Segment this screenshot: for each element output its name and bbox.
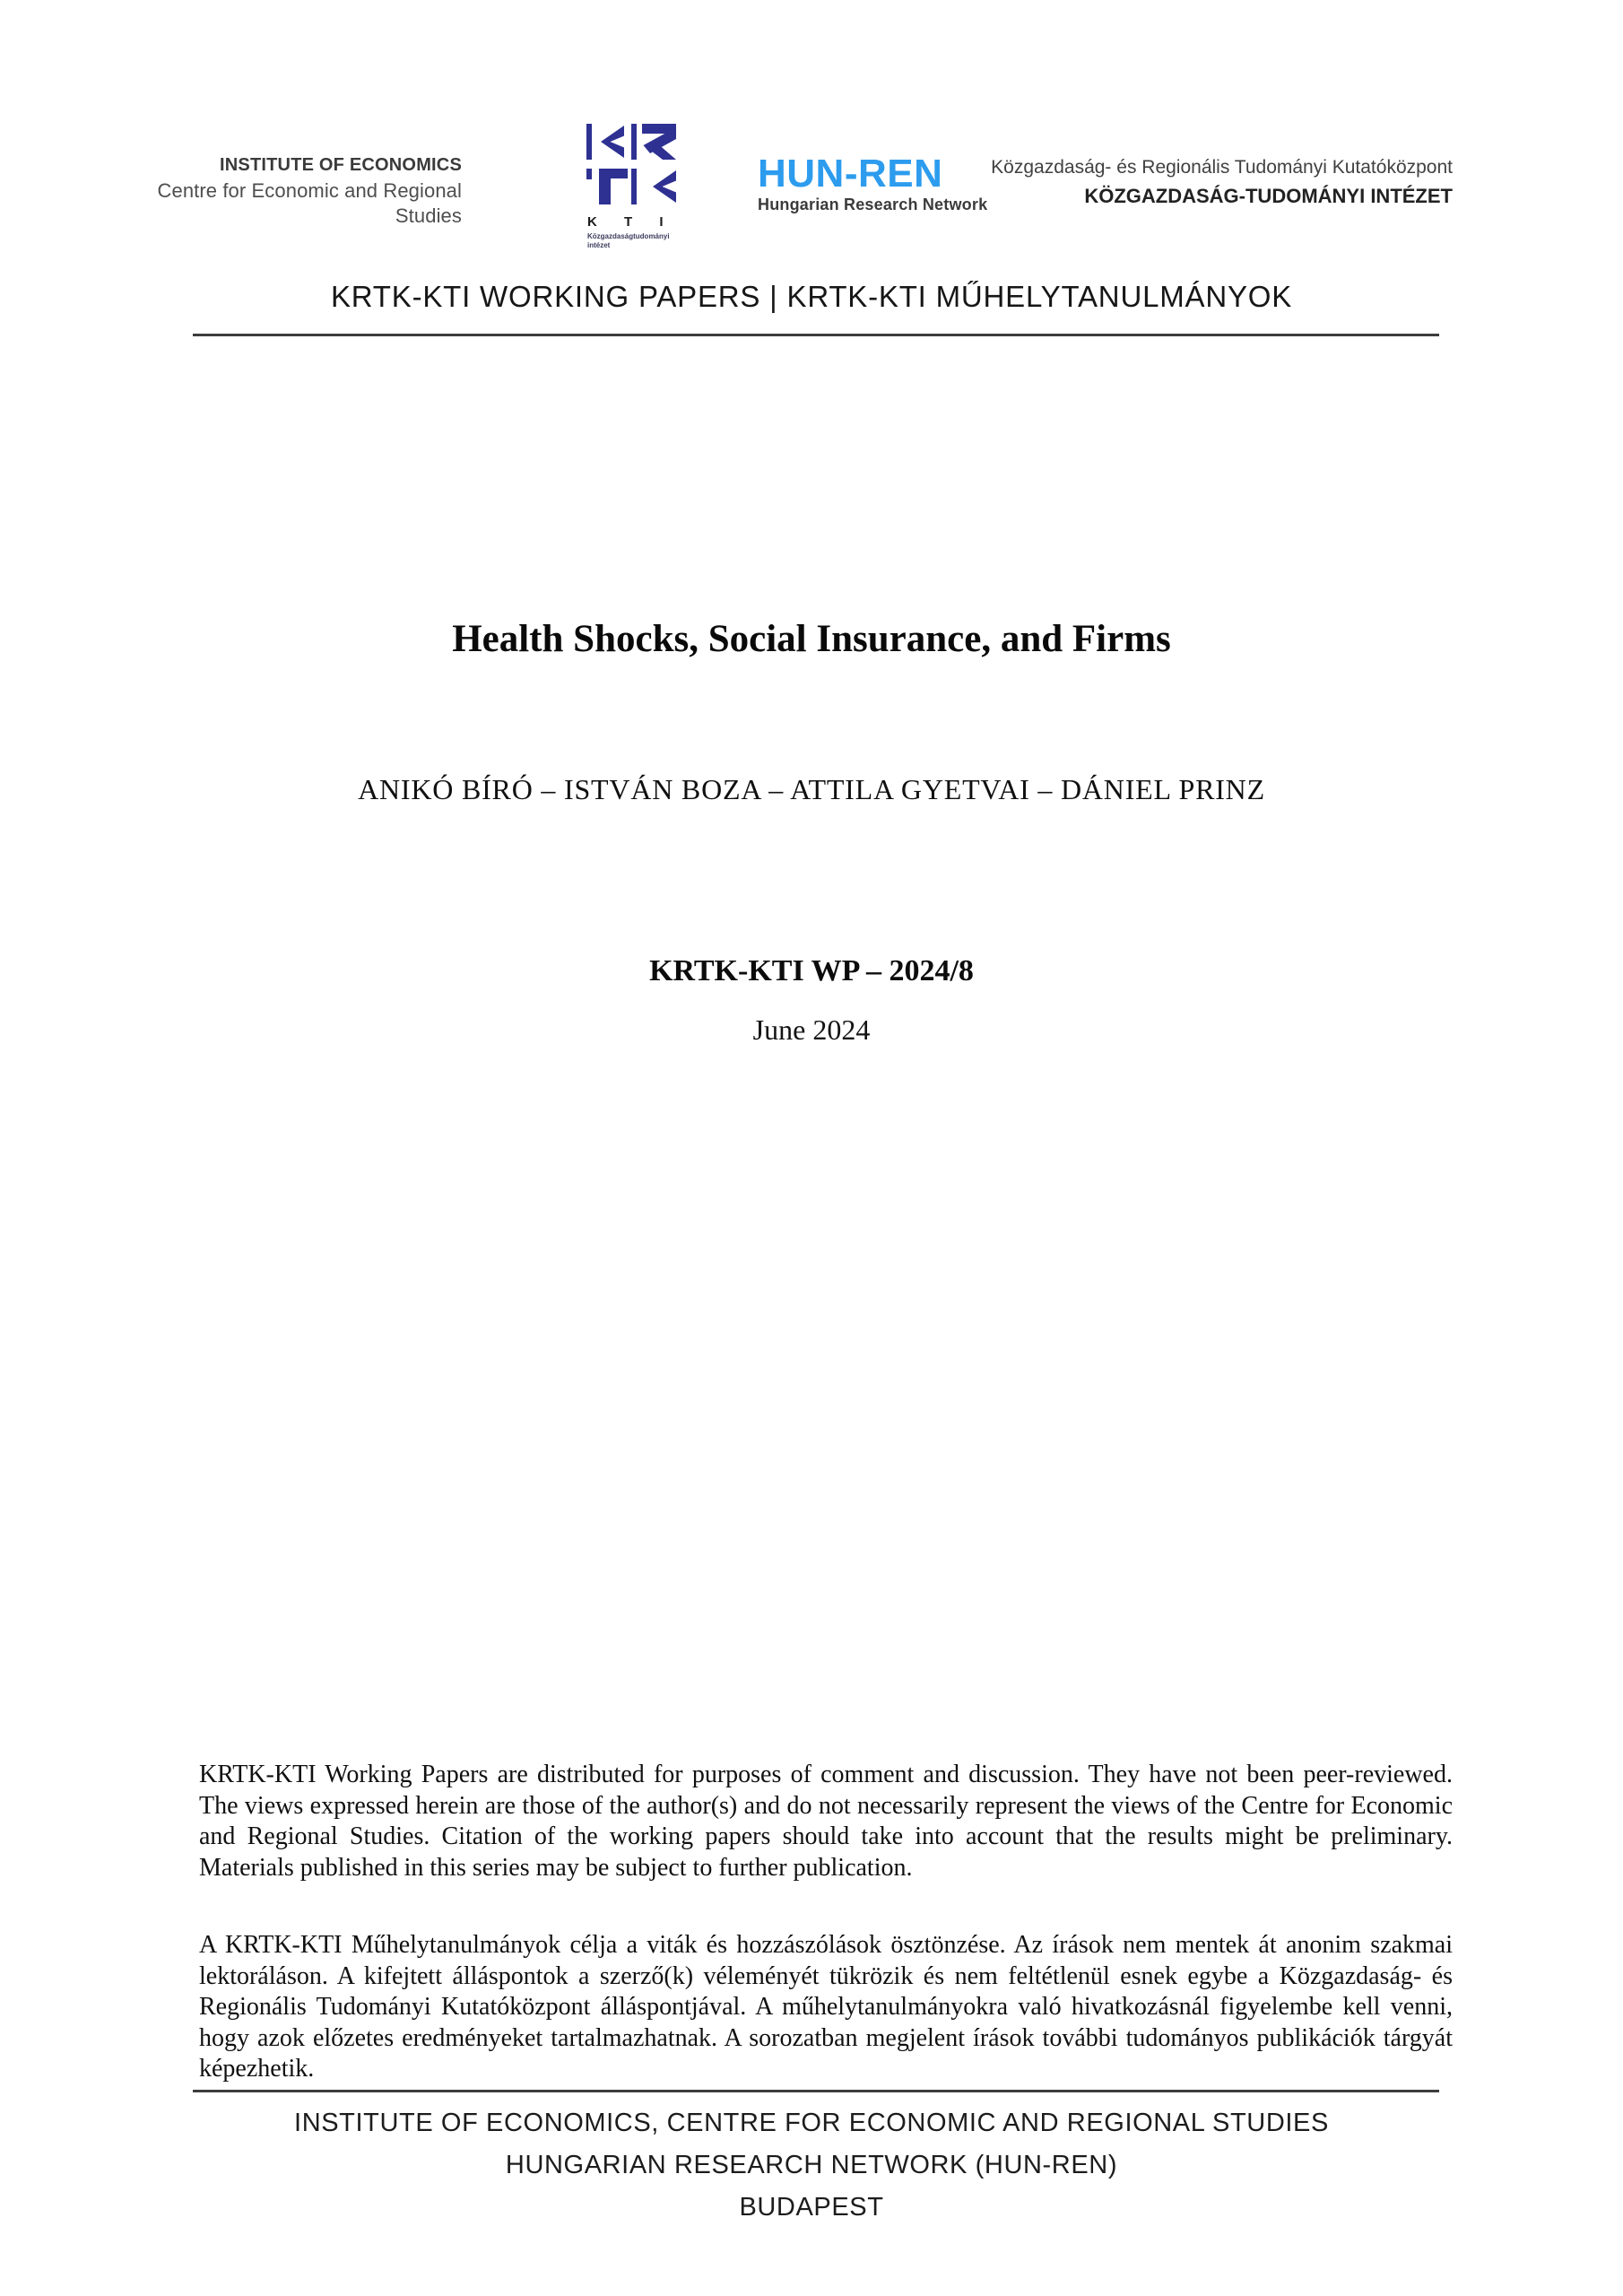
series-title: KRTK-KTI WORKING PAPERS | KRTK-KTI MŰHELYTANULMÁNYOK [330, 280, 1293, 313]
top-divider [193, 334, 1439, 336]
centre-name: Centre for Economic and Regional Studies [157, 179, 462, 227]
footer-city-line: BUDAPEST [739, 2193, 884, 2222]
footer-institute-line: INSTITUTE OF ECONOMICS, CENTRE FOR ECONOMIC AND REGIONAL STUDIES [294, 2109, 1329, 2137]
footer-network-line: HUNGARIAN RESEARCH NETWORK (HUN-REN) [505, 2151, 1118, 2179]
hunren-subtitle: Hungarian Research Network [758, 196, 988, 213]
kti-letters: K T I [587, 214, 675, 230]
authors-line: ANIKÓ BÍRÓ – ISTVÁN BOZA – ATTILA GYETVAI – DÁNIEL PRINZ [358, 773, 1265, 805]
institute-name: INSTITUTE OF ECONOMICS [220, 155, 462, 175]
footer-institution-block [0, 2102, 1623, 2229]
disclaimer-hungarian: A KRTK-KTI Műhelytanulmányok célja a viták és hozzászólások ösztönzése. Az írások nem mentek át anonim szakmai lektoráláson. A kifejtett álláspontok a szerző(k) véleményét tükrözik és nem feltétlenül esnek egybe a Közgazdaság- és Regionális Tudományi Kutatóközpont álláspontjával. A műhelytanulmányokra való hivatkozásnál figyelembe kell venni, hogy azok előzetes eredményeket tartalmazhatnak. A sorozatban megjelent írások további tudományos publikációk tárgyát képezhetik. [199, 1931, 1453, 2083]
krtk-kti-logo [586, 124, 676, 254]
krtk-kti-logo-icon [586, 124, 676, 249]
hunren-wordmark: HUN-REN [758, 152, 943, 196]
paper-title: Health Shocks, Social Insurance, and Firms [452, 618, 1171, 660]
working-paper-number: KRTK-KTI WP – 2024/8 [649, 954, 974, 987]
publication-date: June 2024 [752, 1013, 871, 1046]
kti-caption-line2: intézet [587, 241, 611, 249]
institute-of-economics-logotype [135, 154, 462, 229]
bottom-divider [193, 2090, 1439, 2092]
kti-caption-line1: Közgazdaságtudományi [587, 232, 670, 240]
disclaimer-english: KRTK-KTI Working Papers are distributed for purposes of comment and discussion. They have not been peer-reviewed. The views expressed herein are those of the author(s) and do not necessarily represent the views of the Centre for Economic and Regional Studies. Citation of the working papers should take into account that the results might be preliminary. Materials published in this series may be subject to further publication. [199, 1761, 1453, 1882]
krtk-hungarian-logotype [950, 156, 1453, 208]
krtk-centre-name-hu: Közgazdaság- és Regionális Tudományi Kutatóközpont [991, 157, 1453, 178]
krtk-institute-name-hu: KÖZGAZDASÁG-TUDOMÁNYI INTÉZET [1084, 185, 1453, 207]
